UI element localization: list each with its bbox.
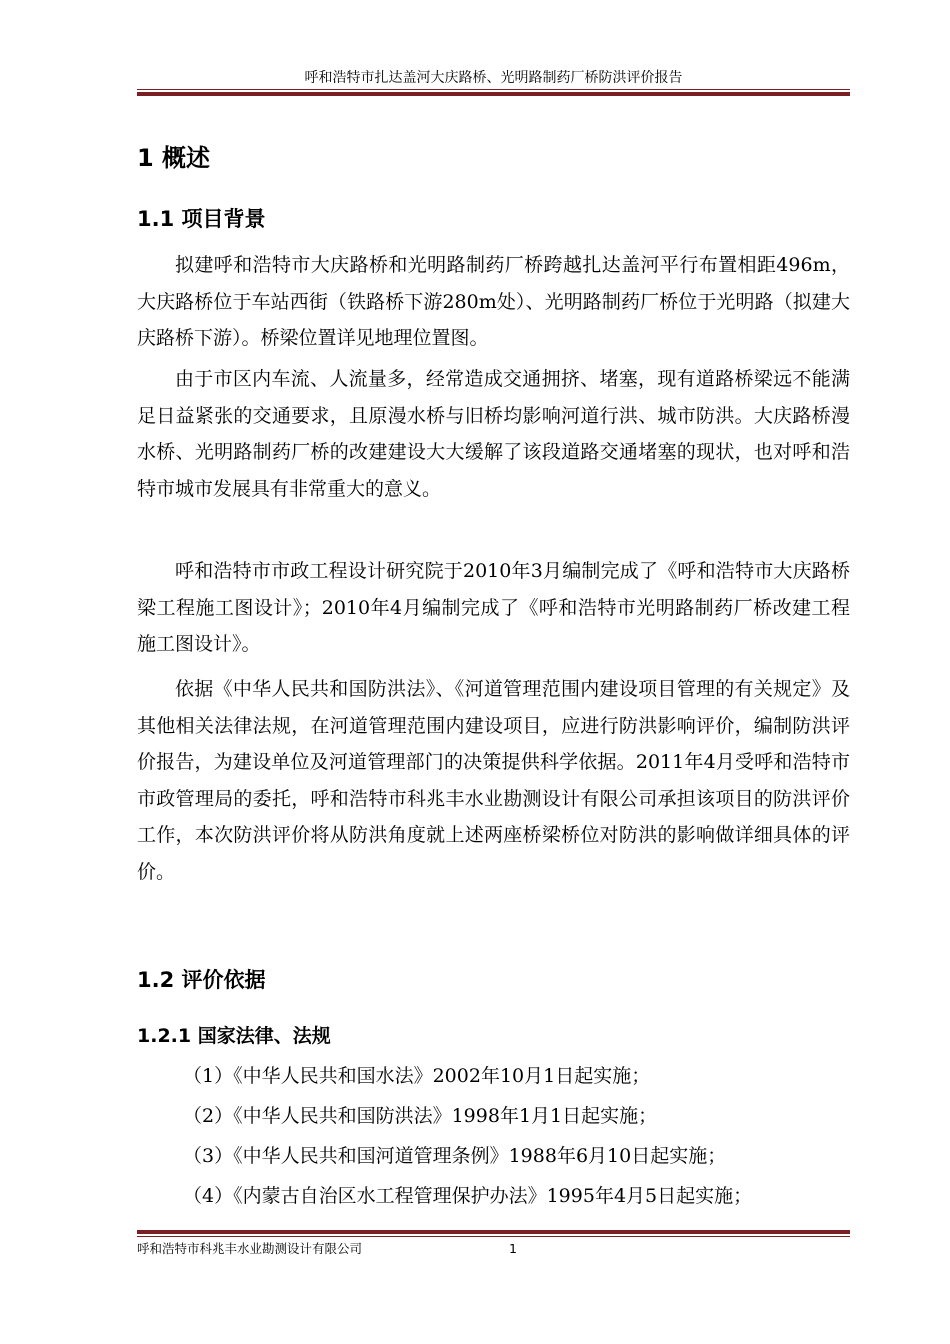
subsection-heading-laws: 1.2.1 国家法律、法规 bbox=[137, 1025, 331, 1047]
laws-list bbox=[183, 1056, 850, 1216]
header-divider-thin bbox=[137, 89, 850, 90]
paragraph-2: 由于市区内车流、人流量多，经常造成交通拥挤、堵塞，现有道路桥梁远不能满足日益紧张的交通要求，且原漫水桥与旧桥均影响河道行洪、城市防洪。大庆路桥漫水桥、光明路制药厂桥的改建建设大大缓解了该段道路交通堵塞的现状，也对呼和浩特市城市发展具有非常重大的意义。 bbox=[137, 368, 850, 500]
section-heading-background: 1.1 项目背景 bbox=[137, 207, 266, 231]
list-item: （1）《中华人民共和国水法》2002年10月1日起实施； bbox=[183, 1065, 651, 1087]
paragraph-3: 呼和浩特市市政工程设计研究院于2010年3月编制完成了《呼和浩特市大庆路桥梁工程施工图设计》；2010年4月编制完成了《呼和浩特市光明路制药厂桥改建工程施工图设计》。 bbox=[137, 560, 850, 656]
paragraph-1: 拟建呼和浩特市大庆路桥和光明路制药厂桥跨越扎达盖河平行布置相距496m，大庆路桥位于车站西街（铁路桥下游280m处）、光明路制药厂桥位于光明路（拟建大庆路桥下游）。桥梁位置详见地理位置图。 bbox=[137, 254, 850, 350]
footer-divider-thin bbox=[137, 1236, 850, 1237]
footer-divider-thick bbox=[137, 1230, 850, 1234]
header-divider-thick bbox=[137, 92, 850, 96]
list-item: （4）《内蒙古自治区水工程管理保护办法》1995年4月5日起实施； bbox=[183, 1185, 753, 1207]
footer-company-name: 呼和浩特市科兆丰水业勘测设计有限公司 bbox=[137, 1241, 363, 1256]
list-item: （2）《中华人民共和国防洪法》1998年1月1日起实施； bbox=[183, 1105, 658, 1127]
page-number: 1 bbox=[509, 1241, 517, 1256]
list-item: （3）《中华人民共和国河道管理条例》1988年6月10日起实施； bbox=[183, 1145, 727, 1167]
section-heading-basis: 1.2 评价依据 bbox=[137, 968, 266, 992]
running-header-title: 呼和浩特市扎达盖河大庆路桥、光明路制药厂桥防洪评价报告 bbox=[304, 70, 683, 86]
paragraph-4: 依据《中华人民共和国防洪法》、《河道管理范围内建设项目管理的有关规定》及其他相关法律法规，在河道管理范围内建设项目，应进行防洪影响评价，编制防洪评价报告，为建设单位及河道管理部门的决策提供科学依据。2011年4月受呼和浩特市市政管理局的委托，呼和浩特市科兆丰水业勘测设计有限公司承担该项目的防洪评价工作，本次防洪评价将从防洪角度就上述两座桥梁桥位对防洪的影响做详细具体的评价。 bbox=[137, 678, 850, 883]
chapter-heading: 1 概述 bbox=[137, 144, 211, 172]
